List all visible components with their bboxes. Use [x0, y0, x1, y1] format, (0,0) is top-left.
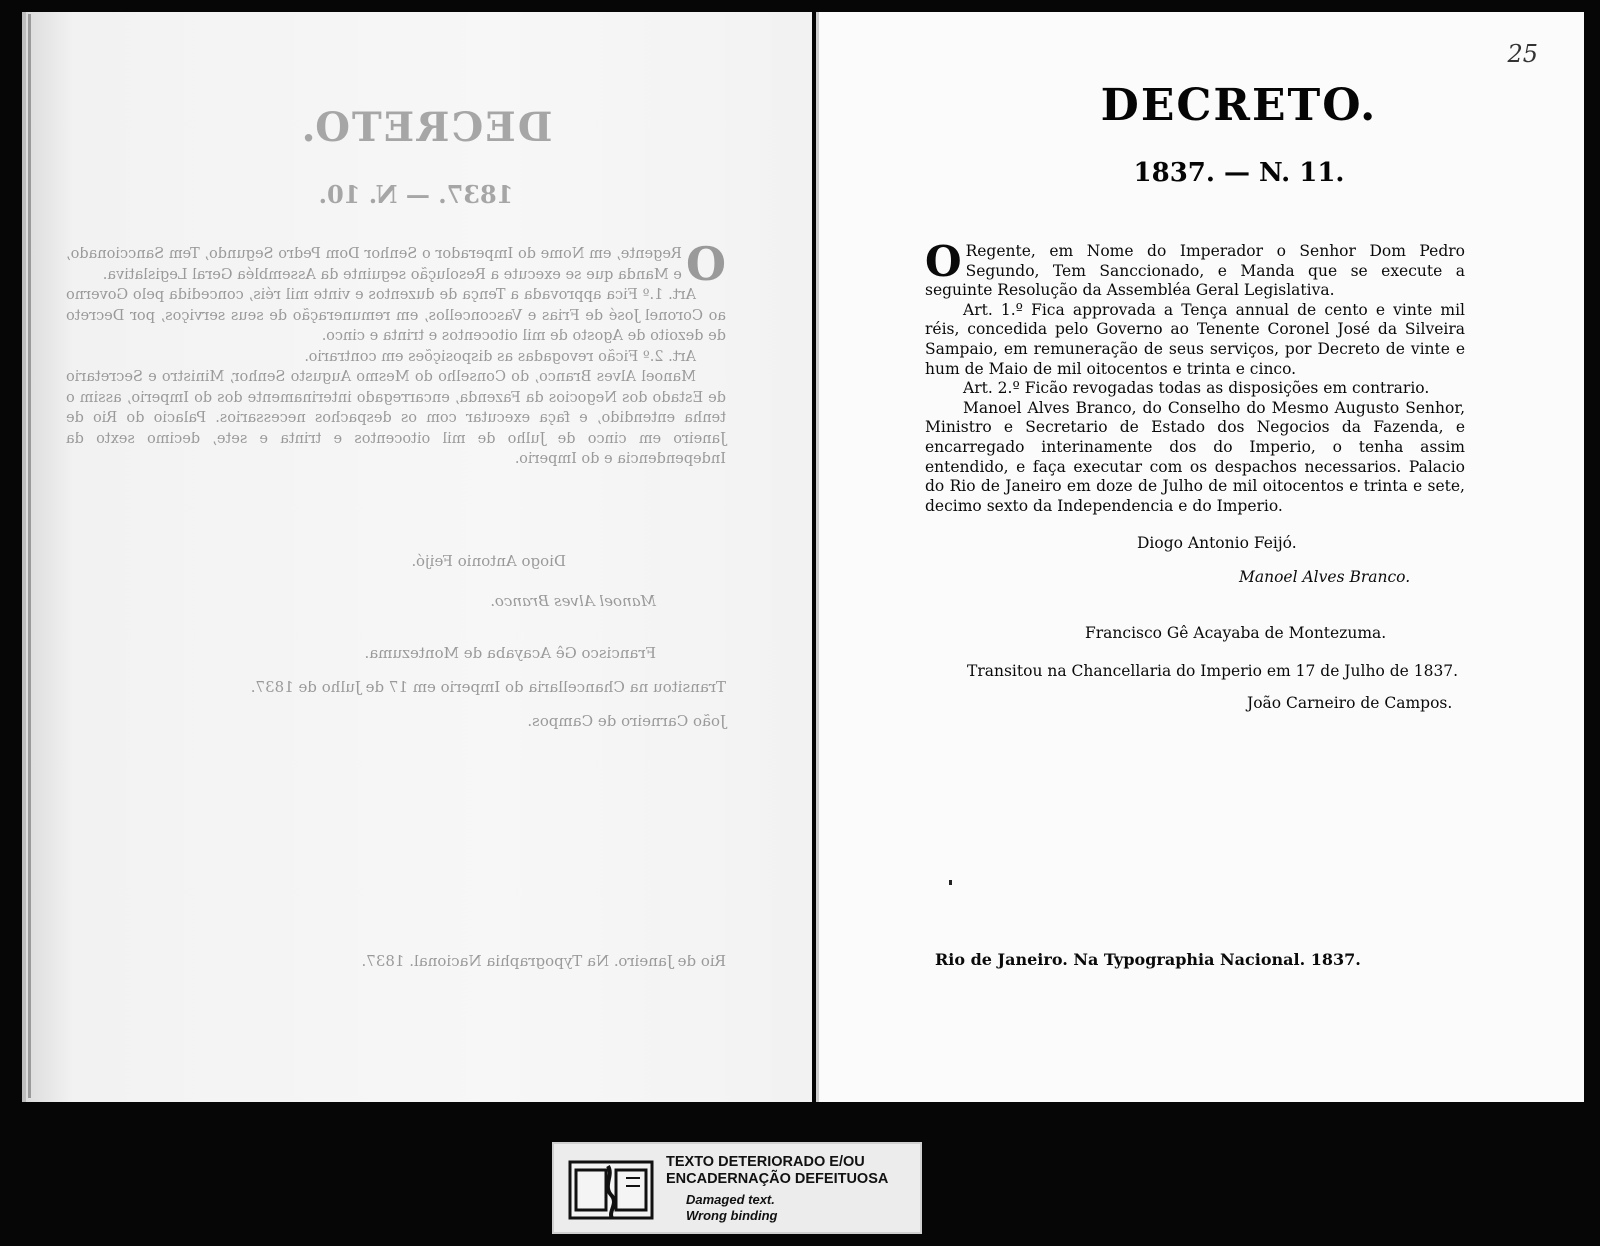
paragraph-1 — [925, 237, 1465, 301]
left-signature-feijo: Diogo Antonio Feijó. — [411, 552, 566, 570]
ink-speck — [949, 880, 952, 885]
left-signature-branco: Manoel Alves Branco. — [490, 592, 656, 610]
left-page-subtitle: 1837. — N. 10. — [318, 180, 514, 209]
page-number: 25 — [1507, 40, 1538, 68]
label-pt-line-1: TEXTO DETERIORADO E/OU — [666, 1154, 865, 1170]
left-paragraph-4: Manoel Alves Branco, do Conselho do Mesmo Augusto Senhor, Ministro e Secretario de Estado dos Negocios da Fazenda, encarregado interinamente dos do Imperio, assim o tenha entendido, e faça executar com os despachos necessarios. Palacio do Rio de Janeiro em cinco de Julho de mil oitocentos e trinta e sete, decimo sexto da Independencia e do Imperio. — [66, 369, 726, 467]
paragraph-4: Manoel Alves Branco, do Conselho do Mesmo Augusto Senhor, Ministro e Secretario de Estado dos Negocios da Fazenda, e encarregado interinamente dos do Imperio, o tenha assim entendido, e faça executar com os despachos necessarios. Palacio do Rio de Janeiro em doze de Julho de mil oitocentos e trinta e sete, decimo sexto da Independencia e do Imperio. — [925, 398, 1465, 515]
decree-number: 1837. — N. 11. — [1133, 158, 1345, 188]
label-en-line-1: Damaged text. — [686, 1192, 775, 1207]
left-transit-note: Transitou na Chancellaria do Imperio em 17 de Julho de 1837. — [250, 678, 726, 696]
paragraph-1-text: Regente, em Nome do Imperador o Senhor Dom Pedro Segundo, Tem Sanccionado, e Manda que se execute a seguinte Resolução da Assembléa Geral Legislativa. — [925, 242, 1465, 300]
label-english — [686, 1192, 777, 1224]
left-page-body — [66, 237, 726, 470]
label-portuguese — [666, 1154, 888, 1188]
left-imprint: Rio de Janeiro. Na Typographia Nacional. 1837. — [361, 952, 726, 970]
binding-edge — [28, 14, 31, 1098]
signature-campos: João Carneiro de Campos. — [1247, 694, 1453, 712]
left-paragraph-1 — [66, 237, 726, 291]
left-paragraph-1-text: Regente, em Nome do Imperador o Senhor Dom Pedro Segundo, Tem Sanccionado, e Manda que se execute a Resolução seguinte da Assembléa Geral Legislativa. — [66, 246, 682, 283]
signature-feijo: Diogo Antonio Feijó. — [1137, 534, 1297, 552]
signature-montezuma: Francisco Gê Acayaba de Montezuma. — [1085, 624, 1387, 642]
left-paragraph-2: Art. 1.º Fica approvada a Tença de duzentos e vinte mil réis, concedida pelo Governo ao Coronel José de Frias e Vasconcellos, em remuneração de seus serviços, por Decreto de dezoito de Agosto de mil oitocentos e trinta e cinco. — [66, 287, 726, 344]
signature-branco: Manoel Alves Branco. — [1239, 568, 1411, 586]
left-signature-campos: João Carneiro de Campos. — [527, 712, 726, 730]
damaged-book-icon — [568, 1156, 654, 1224]
label-pt-line-2: ENCADERNAÇÃO DEFEITUOSA — [666, 1171, 889, 1187]
right-page — [816, 12, 1584, 1102]
drop-letter: O — [925, 237, 962, 286]
left-drop-letter: O — [685, 237, 726, 291]
transit-note: Transitou na Chancellaria do Imperio em 17 de Julho de 1837. — [967, 662, 1459, 680]
left-page — [22, 12, 812, 1102]
label-en-line-2: Wrong binding — [686, 1208, 778, 1223]
imprint: Rio de Janeiro. Na Typographia Nacional. 1837. — [935, 950, 1361, 969]
damage-label — [552, 1142, 922, 1234]
page-title: DECRETO. — [1100, 80, 1378, 131]
left-paragraph-3: Art. 2.º Ficão revogadas as disposições em contrario. — [304, 348, 696, 365]
left-page-title: DECRETO. — [299, 104, 553, 151]
paragraph-2: Art. 1.º Fica approvada a Tença annual de cento e vinte mil réis, concedida pelo Governo ao Tenente Coronel José da Silveira Sampaio, em remuneração de seus serviços, por Decreto de vinte e hum de Maio de mil oitocentos e trinta e cinco. — [925, 300, 1465, 378]
left-page-bleedthrough — [26, 12, 816, 1102]
left-signature-montezuma: Francisco Gê Acayaba de Montezuma. — [364, 644, 656, 662]
paragraph-3: Art. 2.º Ficão revogadas todas as disposições em contrario. — [963, 379, 1430, 398]
decree-body — [925, 237, 1465, 516]
